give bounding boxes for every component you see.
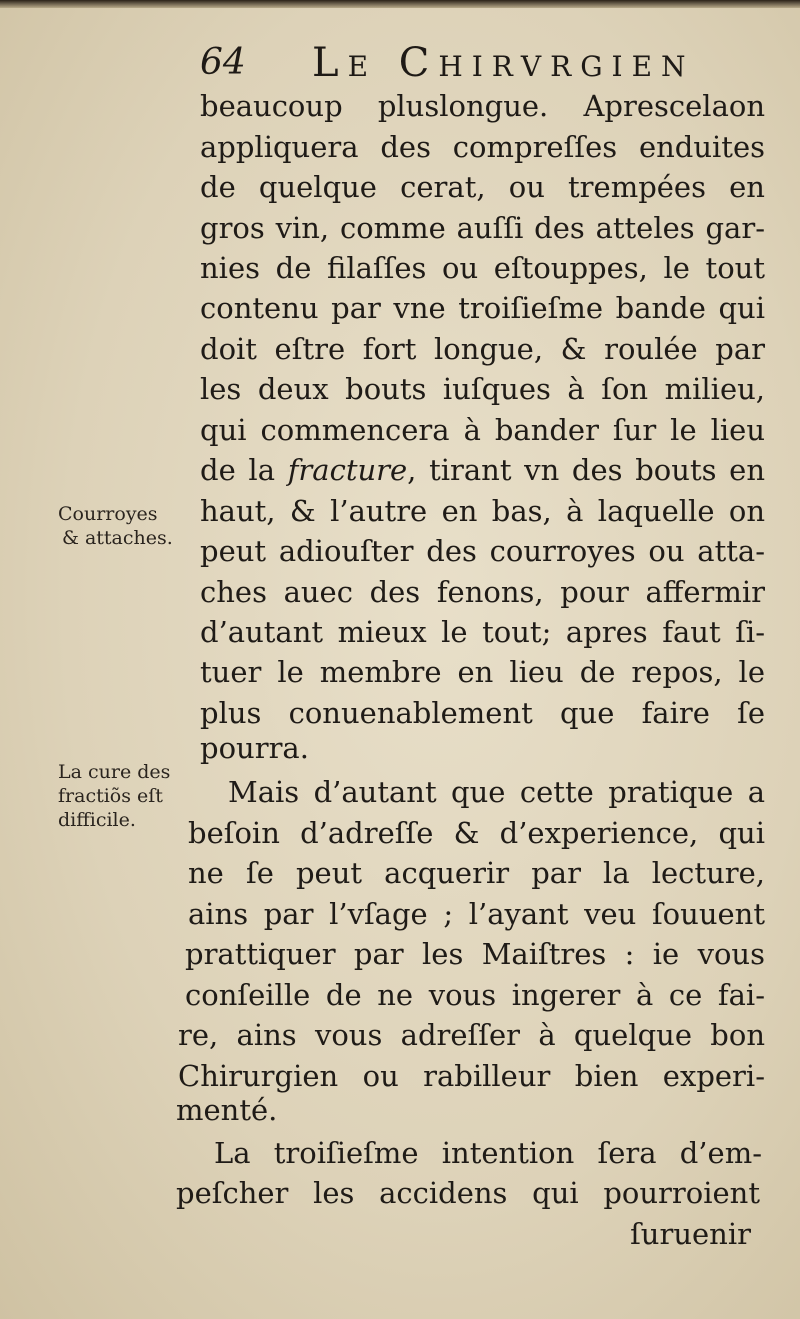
text-line: beaucoup pluslongue. Aprescelaon — [200, 89, 765, 123]
text-line: ne ſe peut acquerir par la lecture, — [188, 856, 765, 890]
margin-note-line: Courroyes — [58, 503, 158, 525]
text-line: menté. — [176, 1093, 278, 1127]
text-line: gros vin, comme auſſi des atteles gar- — [200, 211, 765, 245]
text-segment: de la — [200, 453, 288, 487]
running-head-title: Le Chirvrgien — [312, 40, 695, 86]
text-line: d’autant mieux le tout; apres faut ſi- — [200, 615, 765, 649]
text-line: Chirurgien ou rabilleur bien experi- — [178, 1059, 765, 1093]
text-line: tuer le membre en lieu de repos, le — [200, 655, 765, 689]
text-line: peſcher les accidens qui pourroient — [176, 1176, 760, 1210]
text-line: La troiſieſme intention ſera d’em- — [214, 1136, 762, 1170]
margin-note-line: fractiõs eſt — [58, 785, 163, 807]
page-number: 64 — [200, 42, 246, 83]
margin-note-line: La cure des — [58, 761, 171, 783]
text-line: appliquera des compreſſes enduites — [200, 130, 765, 164]
text-line: doit eſtre fort longue, & roulée par — [200, 332, 765, 366]
text-line: prattiquer par les Maiſtres : ie vous — [185, 937, 765, 971]
text-line: Mais d’autant que cette pratique a — [228, 775, 765, 809]
text-line — [200, 450, 765, 490]
margin-note-cure — [58, 760, 188, 832]
text-line: re, ains vous adreſſer à quelque bon — [178, 1018, 765, 1052]
catchword: ſuruenir — [630, 1217, 751, 1251]
text-line: de quelque cerat, ou trempées en — [200, 170, 765, 204]
text-line: pourra. — [200, 731, 309, 765]
text-line: conſeille de ne vous ingerer à ce fai- — [185, 978, 765, 1012]
margin-note-line: difficile. — [58, 809, 136, 831]
margin-note-courroyes — [58, 502, 188, 550]
text-line: les deux bouts iuſques à ſon milieu, — [200, 372, 765, 406]
text-line: peut adiouſter des courroyes ou atta- — [200, 534, 765, 568]
text-line: beſoin d’adreſſe & d’experience, qui — [188, 816, 765, 850]
text-line: qui commencera à bander ſur le lieu — [200, 413, 765, 447]
text-line: plus conuenablement que faire ſe — [200, 696, 765, 730]
text-line: ches auec des fenons, pour affermir — [200, 575, 765, 609]
text-segment: , tirant vn des bouts en — [407, 453, 766, 487]
text-line: haut, & l’autre en bas, à laquelle on — [200, 494, 765, 528]
text-line: nies de filaſſes ou eſtouppes, le tout — [200, 251, 765, 285]
text-line: ains par l’vſage ; l’ayant veu ſouuent — [188, 897, 765, 931]
italic-word-fracture: fracture — [287, 453, 408, 487]
text-line: contenu par vne troiſieſme bande qui — [200, 291, 765, 325]
margin-note-line: & attaches. — [62, 527, 173, 549]
